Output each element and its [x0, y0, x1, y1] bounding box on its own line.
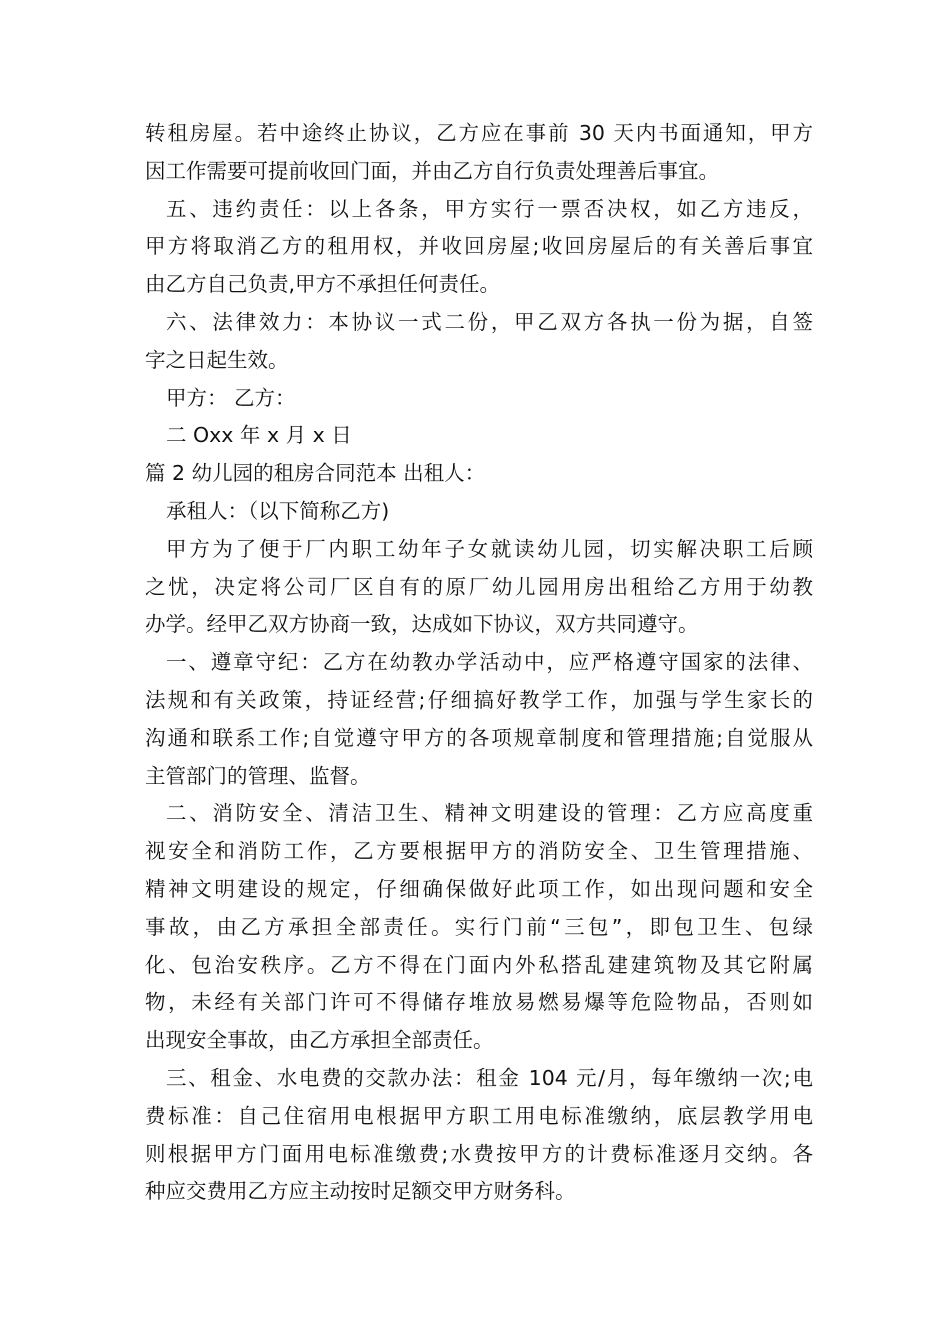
- text-line: 一、遵章守纪：乙方在幼教办学活动中，应严格遵守国家的法律、: [166, 650, 813, 675]
- text-line: 出现安全事故，由乙方承担全部责任。: [145, 1028, 494, 1053]
- text-line: 甲方将取消乙方的租用权，并收回房屋;收回房屋后的有关善后事宜: [145, 234, 813, 259]
- text-line: 五、违约责任：以上各条，甲方实行一票否决权，如乙方违反，: [166, 196, 813, 221]
- text-line: 二 Oxx 年 x 月 x 日: [166, 423, 352, 448]
- text-line: 沟通和联系工作;自觉遵守甲方的各项规章制度和管理措施;自觉服从: [145, 725, 813, 750]
- text-line: 办学。经甲乙双方协商一致，达成如下协议，双方共同遵守。: [145, 612, 699, 637]
- contract-text: [145, 115, 813, 1211]
- text-line: 由乙方自己负责,甲方不承担任何责任。: [145, 272, 501, 297]
- text-line: 精神文明建设的规定，仔细确保做好此项工作，如出现问题和安全: [145, 876, 813, 901]
- text-line: 甲方： 乙方：: [166, 385, 296, 410]
- text-line: 事故，由乙方承担全部责任。实行门前“三包”，即包卫生、包绿: [145, 914, 813, 939]
- text-line: 费标准：自己住宿用电根据甲方职工用电标准缴纳，底层教学用电: [145, 1103, 813, 1128]
- text-line: 则根据甲方门面用电标准缴费;水费按甲方的计费标准逐月交纳。各: [145, 1141, 813, 1166]
- text-line: 种应交费用乙方应主动按时足额交甲方财务科。: [145, 1179, 576, 1204]
- text-line: 视安全和消防工作，乙方要根据甲方的消防安全、卫生管理措施、: [145, 839, 813, 864]
- text-line: 因工作需要可提前收回门面，并由乙方自行负责处理善后事宜。: [145, 158, 719, 183]
- text-line: 承租人：（以下简称乙方): [166, 498, 390, 523]
- text-line: 化、包治安秩序。乙方不得在门面内外私搭乱建建筑物及其它附属: [145, 952, 813, 977]
- text-line: 篇 2 幼儿园的租房合同范本 出租人：: [145, 461, 486, 486]
- text-line: 字之日起生效。: [145, 347, 289, 372]
- text-line: 三、租金、水电费的交款办法：租金 104 元/月，每年缴纳一次;电: [166, 1065, 813, 1090]
- text-line: 物，未经有关部门许可不得储存堆放易燃易爆等危险物品，否则如: [145, 990, 813, 1015]
- text-line: 法规和有关政策，持证经营;仔细搞好教学工作，加强与学生家长的: [145, 687, 813, 712]
- text-line: 六、法律效力：本协议一式二份，甲乙双方各执一份为据，自签: [166, 309, 813, 334]
- text-line: 之忧，决定将公司厂区自有的原厂幼儿园用房出租给乙方用于幼教: [145, 574, 813, 599]
- text-line: 转租房屋。若中途终止协议，乙方应在事前 30 天内书面通知，甲方: [145, 121, 813, 145]
- text-line: 甲方为了便于厂内职工幼年子女就读幼儿园，切实解决职工后顾: [166, 536, 813, 561]
- text-line: 主管部门的管理、监督。: [145, 763, 371, 788]
- text-line: 二、消防安全、清洁卫生、精神文明建设的管理：乙方应高度重: [166, 801, 813, 826]
